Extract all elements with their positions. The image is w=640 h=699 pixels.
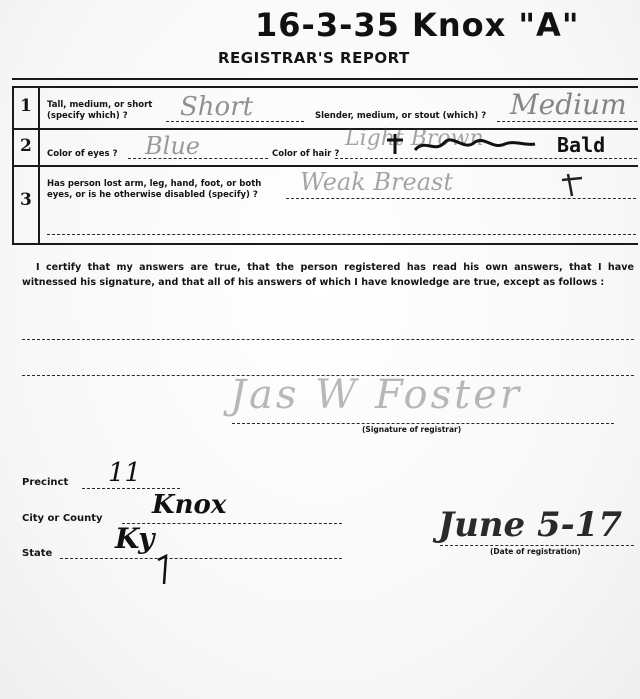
city-value: Knox bbox=[152, 490, 227, 520]
precinct-value: 11 bbox=[108, 458, 142, 488]
hair-color-strike-marks bbox=[375, 128, 575, 158]
state-tick-mark bbox=[150, 550, 180, 590]
number-column-border bbox=[12, 86, 14, 244]
question-number: 1 bbox=[20, 96, 32, 116]
top-rule bbox=[12, 78, 638, 80]
page-title: REGISTRAR'S REPORT bbox=[218, 49, 410, 67]
hair-color-answer: Light Brown bbox=[345, 126, 484, 151]
build-answer-line bbox=[497, 121, 637, 122]
question-number: 2 bbox=[20, 136, 32, 156]
hair-color-label: Color of hair ? bbox=[272, 149, 340, 159]
row-divider bbox=[12, 165, 638, 167]
eye-color-label: Color of eyes ? bbox=[47, 149, 118, 159]
state-label: State bbox=[22, 548, 53, 559]
height-label: Tall, medium, or short (specify which) ? bbox=[47, 100, 153, 121]
number-column-border bbox=[38, 86, 40, 244]
height-answer: Short bbox=[180, 92, 254, 122]
city-line bbox=[122, 523, 342, 524]
precinct-line bbox=[82, 488, 180, 489]
date-caption: (Date of registration) bbox=[490, 547, 581, 556]
precinct-label: Precinct bbox=[22, 477, 69, 488]
registration-date: June 5-17 bbox=[438, 505, 623, 545]
disability-answer-line-2 bbox=[47, 234, 636, 235]
exception-line bbox=[22, 339, 634, 340]
disability-tick-mark bbox=[558, 170, 588, 200]
build-label: Slender, medium, or stout (which) ? bbox=[315, 111, 487, 121]
card-stamp-number: 16-3-35 Knox "A" bbox=[255, 6, 580, 44]
hair-color-answer-line bbox=[335, 158, 637, 159]
state-line bbox=[60, 558, 342, 559]
signature-line bbox=[232, 423, 614, 424]
signature-caption: (Signature of registrar) bbox=[362, 425, 462, 434]
state-value: Ky bbox=[115, 522, 155, 555]
certification-text: I certify that my answers are true, that the person registered has read his own answers, that I have witnessed his signature, and that all of his answers of which I have knowledge are true, except as follows : bbox=[22, 262, 634, 288]
hair-color-overwrite: Bald bbox=[557, 133, 606, 157]
question-number: 3 bbox=[20, 190, 32, 210]
date-line bbox=[440, 545, 634, 546]
city-label: City or County bbox=[22, 513, 103, 524]
row-divider bbox=[12, 243, 638, 245]
registrar-signature: Jas W Foster bbox=[230, 372, 522, 418]
disability-answer: Weak Breast bbox=[300, 168, 453, 196]
disability-label: Has person lost arm, leg, hand, foot, or both eyes, or is he otherwise disabled (specify) ? bbox=[47, 179, 262, 200]
build-answer: Medium bbox=[510, 88, 627, 121]
eye-color-answer: Blue bbox=[145, 132, 200, 160]
